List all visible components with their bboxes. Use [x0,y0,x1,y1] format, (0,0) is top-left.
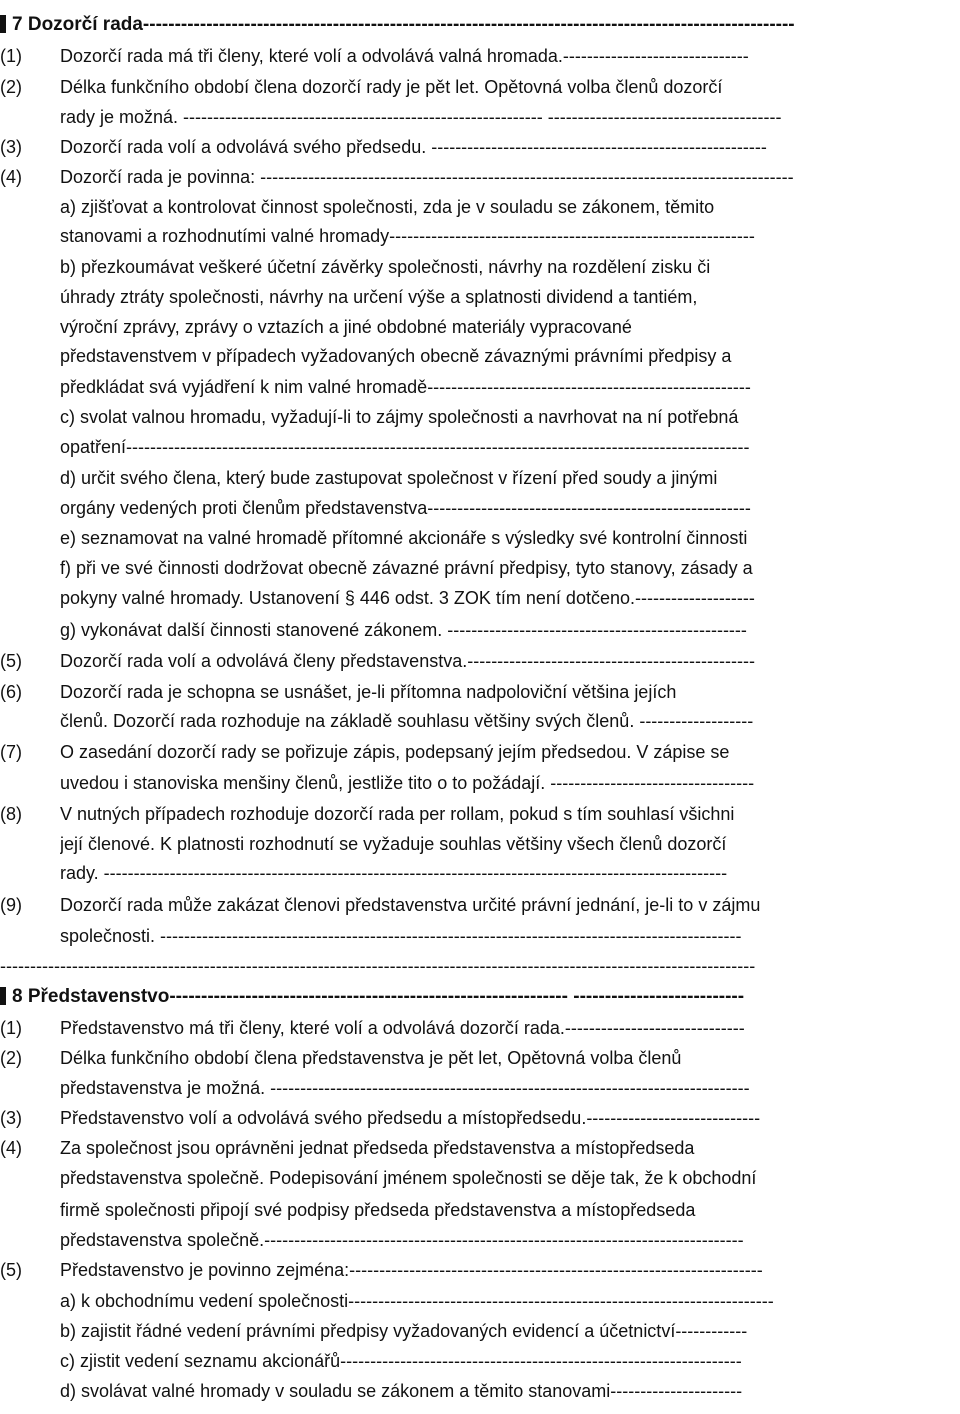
line-text: d) určit svého člena, který bude zastupovat společnost v řízení před soudy a jinými [60,468,718,488]
document-line [0,833,960,857]
line-text: g) vykonávat další činnosti stanovené zákonem. -------------------------------------------------- [60,620,747,640]
clause-number: (1) [0,46,22,66]
line-text: 7 Dozorčí rada------------------------------------------------------------------------------------------------------- [12,14,795,35]
document-line [0,772,960,796]
line-text: Představenstvo je povinno zejména:--------------------------------------------------------------------- [60,1260,763,1280]
document-line [0,1107,960,1131]
line-text: předkládat svá vyjádření k nim valné hromadě------------------------------------------------------ [60,377,751,397]
line-text: b) přezkoumávat veškeré účetní závěrky společnosti, návrhy na rozdělení zisku či [60,257,711,277]
line-text: Dozorčí rada má tři členy, které volí a odvolává valná hromada.------------------------------- [60,46,749,66]
line-text: pokyny valné hromady. Ustanovení § 446 odst. 3 ZOK tím není dotčeno.-------------------- [60,588,755,608]
line-text: orgány vedených proti členům představenstva------------------------------------------------------ [60,498,751,518]
line-text: představenstva společně. Podepisování jménem společnosti se děje tak, že k obchodní [60,1168,757,1188]
line-text: představenstvem v případech vyžadovaných obecně závaznými právními předpisy a [60,346,732,366]
document-line [0,557,960,581]
document-line [0,45,960,69]
document-line [0,1017,960,1041]
line-text: O zasedání dozorčí rady se pořizuje zápis, podepsaný jejím předsedou. V zápise se [60,742,730,762]
line-text: a) k obchodnímu vedení společnosti----------------------------------------------------------------------- [60,1291,774,1311]
document-line [0,196,960,220]
line-text: Dozorčí rada volí a odvolává členy představenstva.------------------------------------------------ [60,651,755,671]
document-line [0,1047,960,1071]
bullet-icon [0,987,6,1005]
document-line [0,619,960,643]
document-line [0,1199,960,1223]
section-heading [0,986,960,1010]
document-line [0,406,960,430]
line-text: společnosti. ------------------------------------------------------------------------------------------------- [60,926,742,946]
document-line [0,681,960,705]
line-text: Dozorčí rada může zakázat členovi představenstva určité právní jednání, je-li to v zájmu [60,895,761,915]
document-line [0,286,960,310]
clause-number: (1) [0,1018,22,1038]
document-line [0,1259,960,1283]
clause-number: (5) [0,651,22,671]
section-heading [0,14,960,38]
document-line [0,1137,960,1161]
line-text: rady je možná. ------------------------------------------------------------ --------------------------------------- [60,107,782,127]
line-text: Za společnost jsou oprávněni jednat předseda představenstva a místopředseda [60,1138,695,1158]
document-line [0,467,960,491]
document-line [0,106,960,130]
line-text: d) svolávat valné hromady v souladu se zákonem a těmito stanovami---------------------- [60,1381,743,1401]
document-line [0,1290,960,1314]
document-line [0,862,960,886]
document-line [0,1229,960,1253]
document-line [0,741,960,765]
line-text: firmě společnosti připojí své podpisy předseda představenstva a místopředseda [60,1200,696,1220]
line-text: rady. -------------------------------------------------------------------------------------------------------- [60,863,728,883]
document-line [0,925,960,949]
line-text: c) zjistit vedení seznamu akcionářů------------------------------------------------------------------- [60,1351,742,1371]
line-text: Dozorčí rada je povinna: ----------------------------------------------------------------------------------------- [60,167,794,187]
document-line [0,710,960,734]
document-line [0,587,960,611]
line-text: členů. Dozorčí rada rozhoduje na základě souhlasu většiny svých členů. ------------------- [60,711,754,731]
line-text: Představenstvo má tři členy, které volí a odvolává dozorčí rada.------------------------------ [60,1018,745,1038]
document-line [0,894,960,918]
line-text: 8 Představenstvo--------------------------------------------------------------- --------------------------- [12,986,745,1007]
document-line [0,256,960,280]
line-text: Představenstvo volí a odvolává svého předsedu a místopředsedu.----------------------------- [60,1108,761,1128]
line-text: uvedou i stanoviska menšiny členů, jestliže tito o to požádají. ---------------------------------- [60,773,755,793]
line-text: a) zjišťovat a kontrolovat činnost společnosti, zda je v souladu se zákonem, těmito [60,197,715,217]
document-line [0,650,960,674]
line-text: V nutných případech rozhoduje dozorčí rada per rollam, pokud s tím souhlasí všichni [60,804,735,824]
line-text: Dozorčí rada je schopna se usnášet, je-li přítomna nadpoloviční většina jejích [60,682,677,702]
document-line [0,527,960,551]
document-line [0,1380,960,1404]
document-line [0,1350,960,1374]
line-text: b) zajistit řádné vedení právními předpisy vyžadovaných evidencí a účetnictví------------ [60,1321,748,1341]
clause-number: (3) [0,137,22,157]
line-text: její členové. K platnosti rozhodnutí se vyžaduje souhlas většiny všech členů dozorčí [60,834,727,854]
line-text: představenstva je možná. -------------------------------------------------------------------------------- [60,1078,750,1098]
line-text: opatření-------------------------------------------------------------------------------------------------------- [60,437,750,457]
document-line [0,76,960,100]
document-line [0,136,960,160]
clause-number: (8) [0,804,22,824]
line-text: Délka funkčního období člena dozorčí rady je pět let. Opětovná volba členů dozorčí [60,77,723,97]
document-line [0,345,960,369]
clause-number: (4) [0,1138,22,1158]
document-line [0,166,960,190]
line-text: úhrady ztráty společnosti, návrhy na určení výše a splatnosti dividend a tantiém, [60,287,698,307]
bullet-icon [0,15,6,33]
document-line [0,497,960,521]
clause-number: (4) [0,167,22,187]
document-line [0,955,960,979]
clause-number: (7) [0,742,22,762]
clause-number: (6) [0,682,22,702]
document-line [0,436,960,460]
document-line [0,803,960,827]
line-text: představenstva společně.-------------------------------------------------------------------------------- [60,1230,744,1250]
line-text: Dozorčí rada volí a odvolává svého předsedu. -------------------------------------------------------- [60,137,767,157]
document-line [0,1320,960,1344]
line-text: stanovami a rozhodnutími valné hromady------------------------------------------------------------- [60,226,755,246]
document-line [0,316,960,340]
clause-number: (2) [0,77,22,97]
line-text: c) svolat valnou hromadu, vyžadují-li to zájmy společnosti a navrhovat na ní potřebná [60,407,739,427]
document-line [0,225,960,249]
clause-number: (3) [0,1108,22,1128]
line-text: ------------------------------------------------------------------------------------------------------------------------------ [0,956,756,976]
document-line [0,1077,960,1101]
line-text: výroční zprávy, zprávy o vztazích a jiné obdobné materiály vypracované [60,317,632,337]
document-line [0,376,960,400]
line-text: f) při ve své činnosti dodržovat obecně závazné právní předpisy, tyto stanovy, zásady a [60,558,753,578]
clause-number: (5) [0,1260,22,1280]
line-text: Délka funkčního období člena představenstva je pět let, Opětovná volba členů [60,1048,682,1068]
clause-number: (9) [0,895,22,915]
line-text: e) seznamovat na valné hromadě přítomné akcionáře s výsledky své kontrolní činnosti [60,528,748,548]
document-line [0,1167,960,1191]
clause-number: (2) [0,1048,22,1068]
